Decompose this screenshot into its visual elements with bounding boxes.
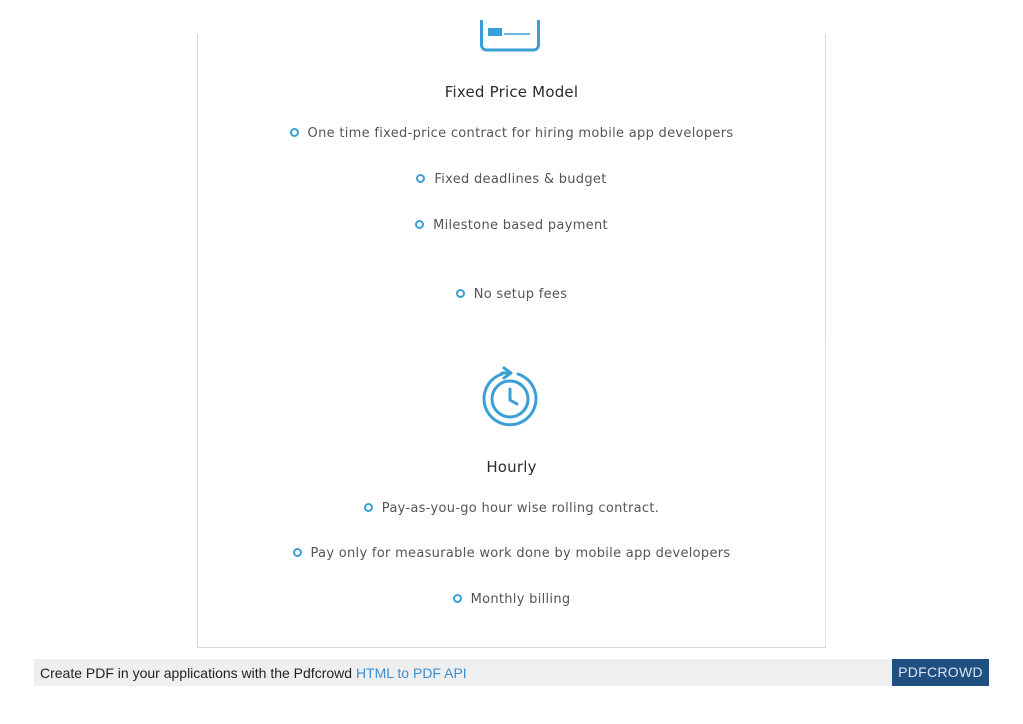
pdfcrowd-footer xyxy=(34,659,989,686)
footer-text: Create PDF in your applications with the Pdfcrowd HTML to PDF API xyxy=(40,665,467,681)
clock-icon xyxy=(480,366,540,428)
bullet-dot-icon xyxy=(456,289,465,298)
fixed-price-bullet-3: Milestone based payment xyxy=(198,218,825,233)
bullet-dot-icon xyxy=(415,220,424,229)
bullet-dot-icon xyxy=(453,594,462,603)
pdfcrowd-brand-button[interactable]: PDFCROWD xyxy=(892,659,989,686)
bullet-dot-icon xyxy=(364,503,373,512)
fixed-price-bullet-1: One time fixed-price contract for hiring mobile app developers xyxy=(198,126,825,141)
bullet-dot-icon xyxy=(290,128,299,137)
hourly-title: Hourly xyxy=(486,458,537,476)
fixed-price-bullet-2: Fixed deadlines & budget xyxy=(198,172,825,187)
hourly-bullet-2: Pay only for measurable work done by mobile app developers xyxy=(198,546,825,561)
bullet-dot-icon xyxy=(293,548,302,557)
fixed-price-bullet-4: No setup fees xyxy=(198,287,825,302)
card-border-right-lower xyxy=(825,342,826,648)
hourly-bullet-1: Pay-as-you-go hour wise rolling contract. xyxy=(198,501,825,516)
html-to-pdf-api-link[interactable]: HTML to PDF API xyxy=(355,665,467,681)
wallet-icon xyxy=(480,20,540,54)
card-border-right xyxy=(825,34,826,342)
fixed-price-title: Fixed Price Model xyxy=(444,83,579,101)
card-border-bottom xyxy=(197,647,826,648)
bullet-dot-icon xyxy=(416,174,425,183)
hourly-bullet-3: Monthly billing xyxy=(198,592,825,607)
